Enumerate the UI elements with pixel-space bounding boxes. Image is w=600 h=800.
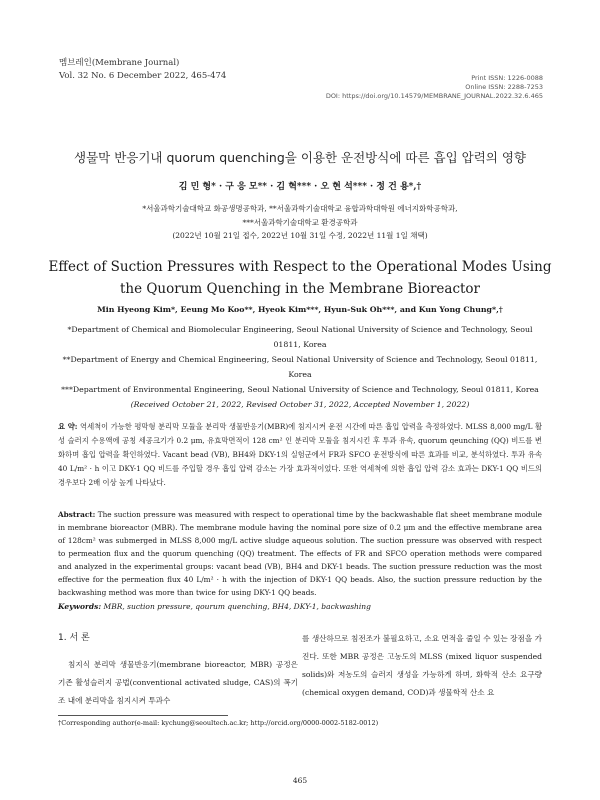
korean-abstract-label: 요 약: <box>58 422 78 431</box>
corresponding-author-footnote: †Corresponding author(e-mail: kychung@seoultech.ac.kr; http://orcid.org/0000-0002-5182-0012) <box>58 719 379 727</box>
korean-affiliations <box>0 202 600 230</box>
doi-link[interactable]: DOI: https://doi.org/10.14579/MEMBRANE_JOURNAL.2022.32.6.465 <box>325 92 543 100</box>
korean-abstract <box>58 420 542 490</box>
korean-authors: 김 민 형* · 구 응 모** · 김 혁*** · 오 현 석*** · 정 건 용*,† <box>178 182 422 192</box>
print-issn: Print ISSN: 1226-0088 <box>471 74 543 82</box>
issn-block <box>326 74 543 101</box>
english-abstract <box>58 508 542 599</box>
korean-dates: (2022년 10월 21일 접수, 2022년 10월 31일 수정, 2022년 11월 1일 채택) <box>172 231 428 240</box>
korean-title: 생물막 반응기내 quorum quenching을 이용한 운전방식에 따른 흡입 압력의 영향 <box>74 150 526 165</box>
english-affiliation-2: **Department of Energy and Chemical Engineering, Seoul National University of Science and Technology, Seoul 01811, Korea <box>62 355 538 379</box>
korean-affiliation-2: ***서울과학기술대학교 환경공학과 <box>242 218 358 227</box>
english-title-line-2: the Quorum Quenching in the Membrane Bioreactor <box>119 281 481 297</box>
footnote-divider <box>58 715 228 716</box>
journal-volume: Vol. 32 No. 6 December 2022, 465-474 <box>59 71 227 81</box>
body-left-column: 침지식 분리막 생물반응기(membrane bioreactor, MBR) 공정은 기존 활성슬러지 공법(conventional activated sludge, CAS)의 폭기조 내에 분리막을 침지시켜 투과수 <box>58 660 298 705</box>
english-dates: (Received October 21, 2022, Revised October 31, 2022, Accepted November 1, 2022) <box>130 400 470 409</box>
english-abstract-label: Abstract: <box>58 510 96 519</box>
english-affiliation-3: ***Department of Environmental Engineering, Seoul National University of Science and Technology, Seoul 01811, Korea <box>61 385 539 394</box>
korean-affiliation-1: *서울과학기술대학교 화공생명공학과, **서울과학기술대학교 융합과학대학원 에너지화학공학과, <box>142 204 458 213</box>
journal-header <box>59 57 226 83</box>
page-number: 465 <box>292 776 308 785</box>
journal-name: 멤브레인(Membrane Journal) <box>59 58 180 68</box>
keywords-text: MBR, suction pressure, qourum quenching, BH4, DKY-1, backwashing <box>103 602 371 611</box>
english-authors: Min Hyeong Kim*, Eeung Mo Koo**, Hyeok Kim***, Hyun-Suk Oh***, and Kun Yong Chung*,† <box>97 305 503 314</box>
english-affiliation-1: *Department of Chemical and Biomolecular Engineering, Seoul National University of Science and Technology, Seoul 01811, Korea <box>67 325 533 349</box>
english-title <box>40 256 560 300</box>
korean-abstract-text: 역세척이 가능한 평막형 분리막 모듈을 분리막 생물반응기(MBR)에 침지시켜 운전 시간에 따른 흡입 압력을 측정하였다. MLSS 8,000 mg/L 활성 슬러지 수용액에 공칭 세공크기가 0.2 μm, 유효막면적이 128 cm² 인 분리막 모듈을 침지시킨 후 투과 유속, quorum qeunching (QQ) 비드를 변화하며 흡입 압력을 확인하였다. Vacant bead (VB), BH4와 DKY-1의 실험군에서 FR과 SFCO 운전방식에 따른 효과를 비교, 분석하였다. 투과 유속 40 L/m² · h 이고 DKY-1 QQ 비드를 주입할 경우 흡입 압력 감소는 가장 효과적이었다. 또한 역세척에 의한 흡입 압력 감소 효과는 DKY-1 QQ 비드의 경우보다 2배 이상 높게 나타났다. <box>58 422 542 487</box>
keywords <box>58 602 371 611</box>
online-issn: Online ISSN: 2288-7253 <box>465 83 543 91</box>
english-title-line-1: Effect of Suction Pressures with Respect to the Operational Modes Using <box>48 259 552 275</box>
section-heading-introduction: 1. 서 론 <box>58 633 90 643</box>
body-right-column: 를 생산하므로 침전조가 불필요하고, 소요 면적을 줄일 수 있는 장점을 가진다. 또한 MBR 공정은 고농도의 MLSS (mixed liquor suspended solids)와 저농도의 슬러지 생성을 가능하게 하며, 화학적 산소 요구량(chemical oxygen demand, COD)과 생물학적 산소 요 <box>302 634 542 697</box>
keywords-label: Keywords: <box>58 602 102 611</box>
english-affiliations <box>60 322 540 397</box>
english-abstract-text: The suction pressure was measured with respect to operational time by the backwashable flat sheet membrane module in membrane bioreactor (MBR). The membrane module having the nominal pore size of 0.2 μm and the effective membrane area of 128cm² was submerged in MLSS 8,000 mg/L active sludge aqueous solution. The suction pressure was observed with respect to permeation flux and the quorum quenching (QQ) treatment. The effects of FR and SFCO operation methods were compared and analyzed in the experimental groups: vacant bead (VB), BH4 and DKY-1 beads. The suction pressure reduction was the most effective for the permeation flux 40 L/m² · h with the injection of DKY-1 QQ beads. Also, the suction pressure reduction by the backwashing method was more than twice for using DKY-1 QQ beads. <box>58 510 542 597</box>
